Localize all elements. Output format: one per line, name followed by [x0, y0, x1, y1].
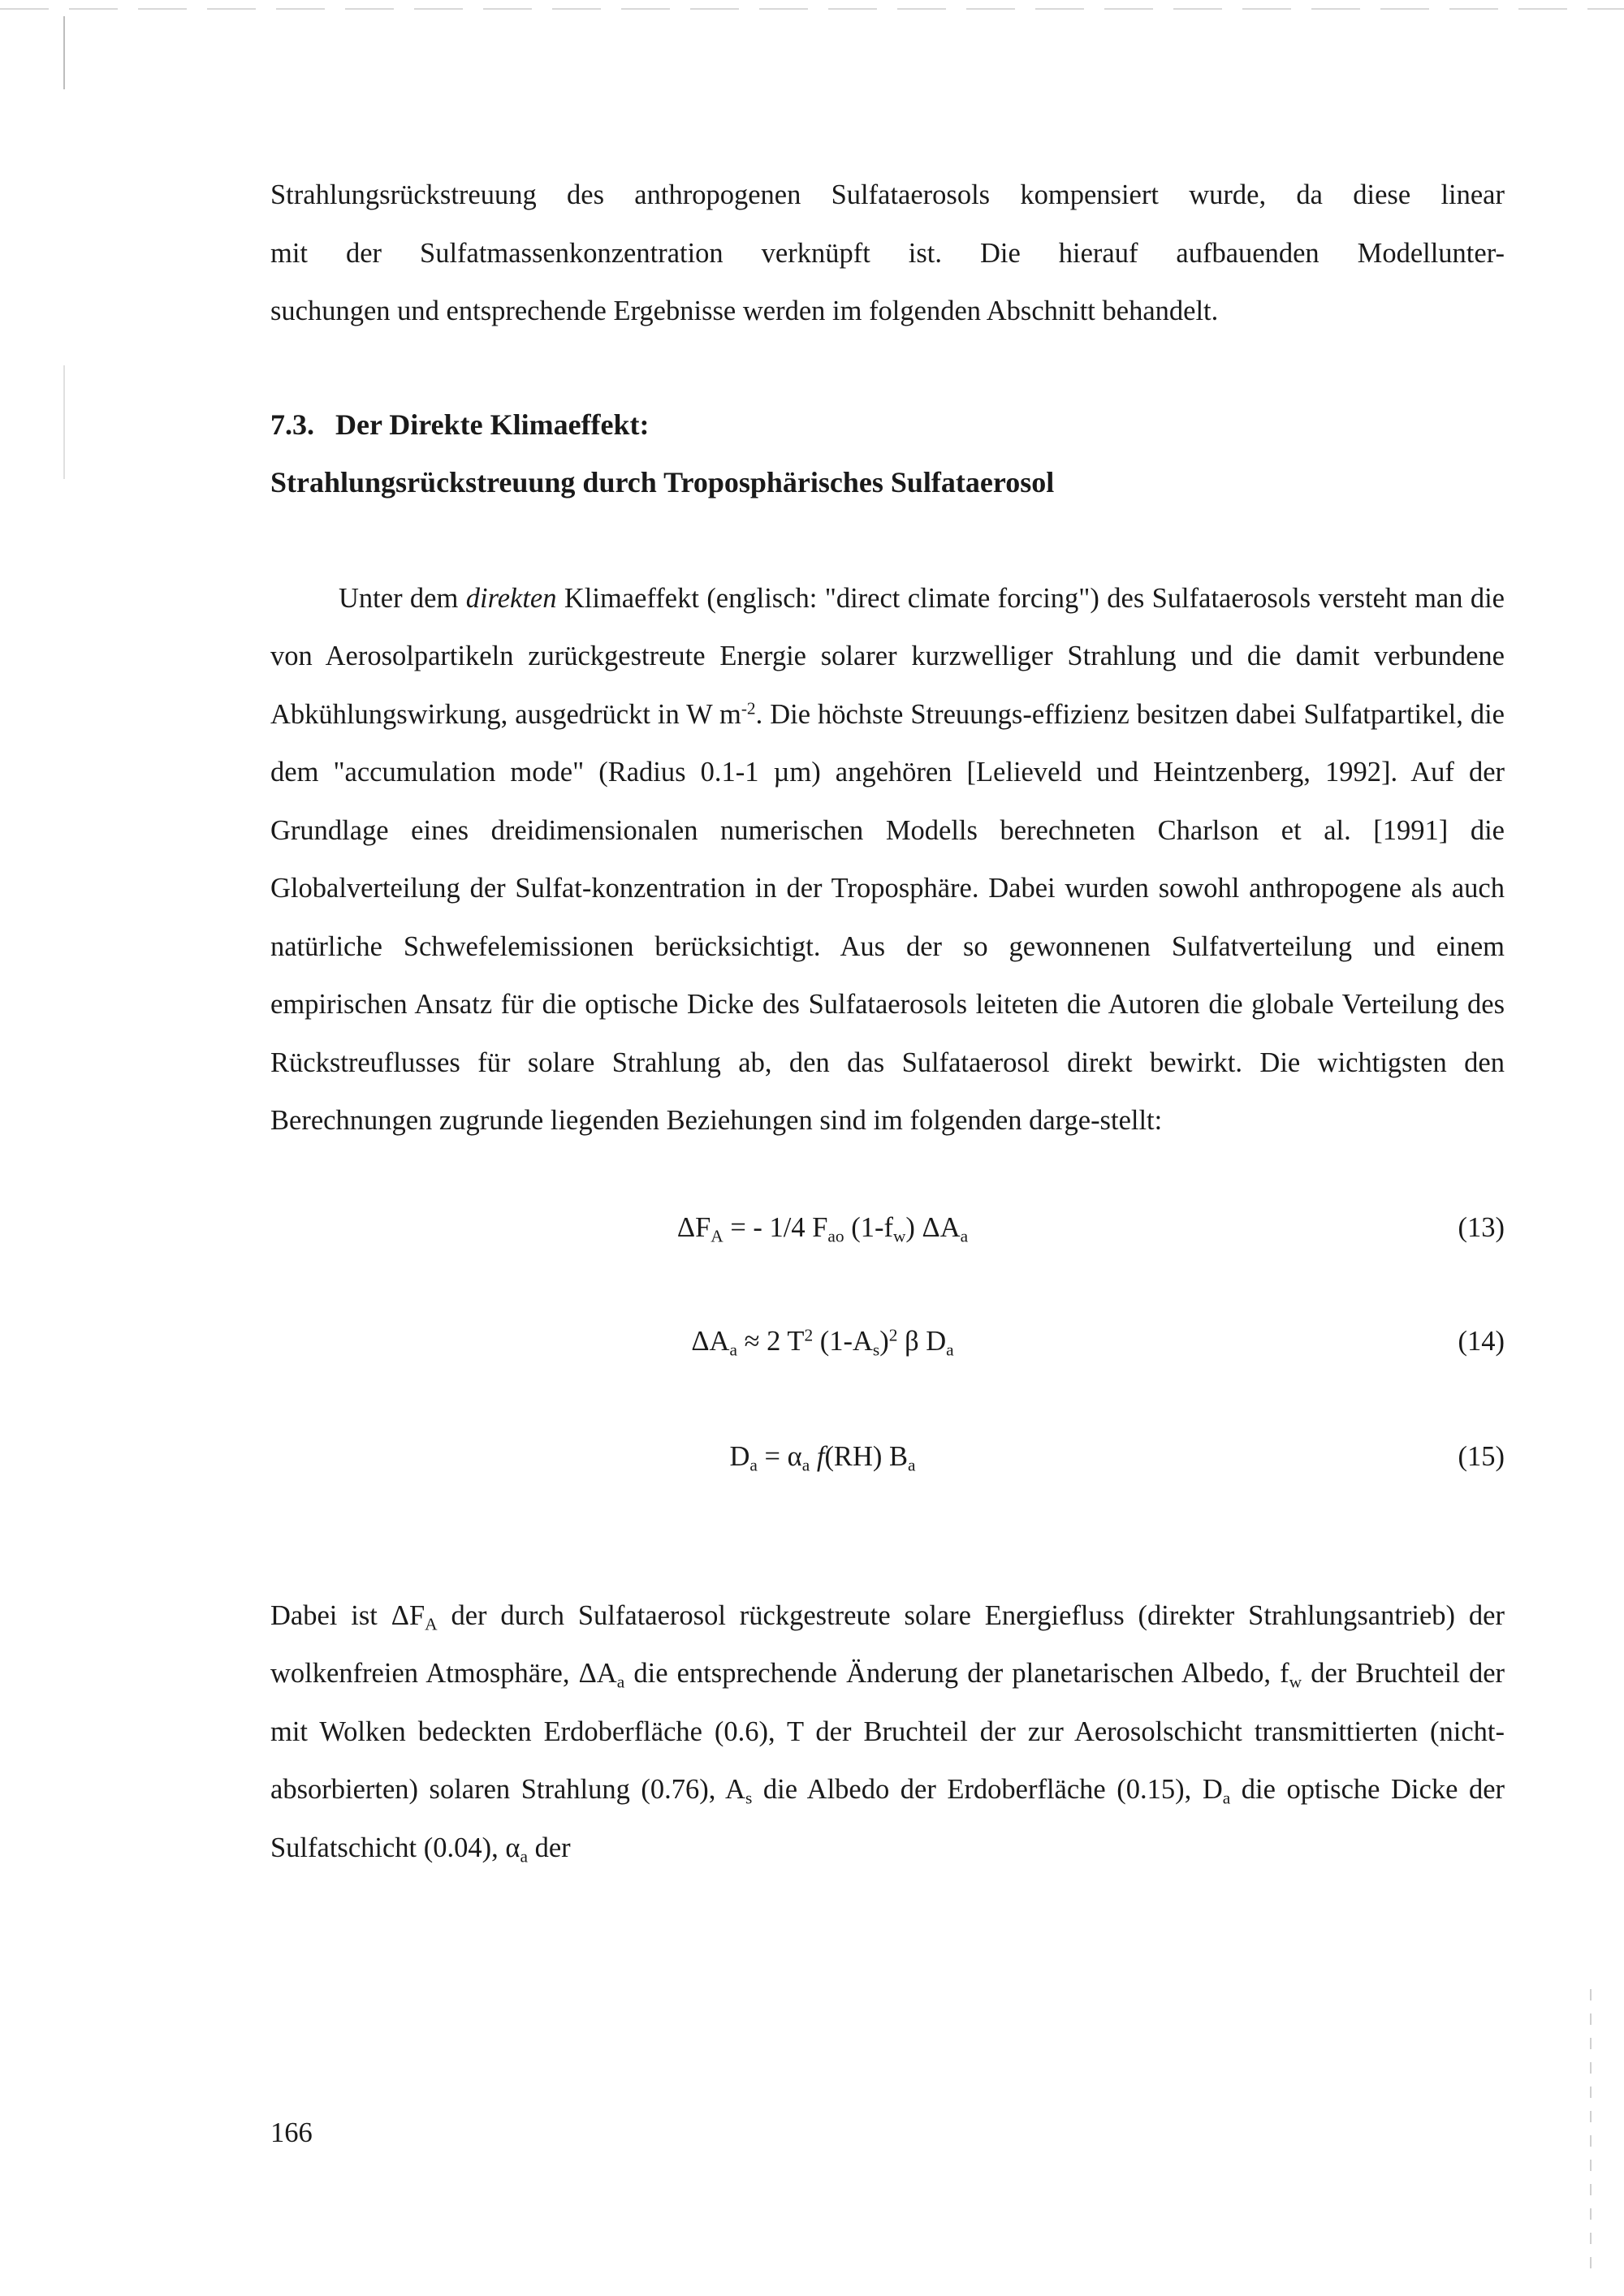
- text-line: Strahlungsrückstreuung des anthropogenen Sulfataerosols kompensiert wurde, da diese linear: [270, 179, 1505, 210]
- unit-exponent: -2: [741, 697, 756, 718]
- equation-number: (15): [1458, 1440, 1505, 1472]
- main-paragraph-intro: Unter dem: [339, 582, 466, 614]
- text-line: suchungen und entsprechende Ergebnisse werden im folgenden Abschnitt behandelt.: [270, 296, 1219, 326]
- main-paragraph-text-a: Klimaeffekt (englisch: "direct climate forcing") des Sulfataerosols versteht man die von Aerosolpartikeln zurückgestreute Energie solarer kurzwelliger Strahlung und die damit verbundene Abkühlungswirkung, ausgedrückt in W m: [270, 582, 1505, 730]
- section-subtitle: Strahlungsrückstreuung durch Troposphärisches Sulfataerosol: [270, 465, 1055, 498]
- equation-number: (13): [1458, 1211, 1505, 1243]
- text-line: mit der Sulfatmassenkonzentration verknüpft ist. Die hierauf aufbauenden Modellunter-: [270, 237, 1505, 269]
- equation-expression: $\Delta A_a \approx 2$ $T^2$ $(1-A_s)^2$ β $D_a$: [691, 1324, 954, 1359]
- section-heading: [270, 396, 1505, 454]
- equation-13: [270, 1199, 1505, 1256]
- equation-14: [270, 1313, 1505, 1370]
- equation-15: [270, 1428, 1505, 1485]
- scan-border-left-lower: [63, 365, 65, 479]
- scan-border-left: [63, 16, 65, 89]
- page-body: [270, 166, 1505, 1877]
- equation-number: (14): [1458, 1325, 1505, 1357]
- top-paragraph: [270, 166, 1505, 341]
- main-paragraph-text-b: . Die höchste Streuungs-effizienz besitzen dabei Sulfatpartikel, die dem "accumulation mode" (Radius 0.1-1 µm) angehören [Lelieveld und Heintzenberg, 1992]. Auf der Grundlage eines dreidimensionalen numerischen Modells berechneten Charlson et al. [1991] die Globalverteilung der Sulfat-konzentration in der Troposphäre. Dabei wurden sowohl anthropogene als auch natürliche Schwefelemissionen berücksichtigt. Aus der so gewonnenen Sulfatverteilung und einem empirischen Ansatz für die optische Dicke des Sulfataerosols leiteten die Autoren die globale Verteilung des Rückstreuflusses für solare Strahlung ab, den das Sulfataerosol direkt bewirkt. Die wichtigsten den Berechnungen zugrunde liegenden Beziehungen sind im folgenden darge-stellt:: [270, 698, 1505, 1136]
- page-number: 166: [270, 2117, 313, 2148]
- section-number: 7.3.: [270, 408, 314, 441]
- bottom-paragraph: Dabei ist $\Delta F_A$ der durch Sulfataerosol rückgestreute solare Energiefluss (direkter Strahlungsantrieb) der wolkenfreien Atmosphäre, $\Delta A_a$ die entsprechende Änderung der planetarischen Albedo, $f_w$ der Bruchteil der mit Wolken bedeckten Erdoberfläche (0.6), T der Bruchteil der zur Aerosolschicht transmittierten (nicht-absorbierten) solaren Strahlung (0.76), $A_s$ die Albedo der Erdoberfläche (0.15), $D_a$ die optische Dicke der Sulfatschicht (0.04), $\alpha_a$ der: [270, 1599, 1505, 1866]
- main-paragraph: [270, 570, 1505, 1150]
- emphasis-direkten: direkten: [465, 582, 557, 614]
- equation-expression: $D_a = \alpha_a$ f(RH) $B_a$: [729, 1440, 916, 1474]
- scan-border-top: [0, 8, 1624, 10]
- section-title: Der Direkte Klimaeffekt:: [335, 408, 650, 441]
- scan-border-right: [1590, 1989, 1592, 2273]
- equation-expression: $\Delta F_A$ = - 1/4 $F_{ao}$ $(1-f_w)$ $\Delta A_a$: [676, 1211, 969, 1245]
- equation-block: [270, 1199, 1505, 1540]
